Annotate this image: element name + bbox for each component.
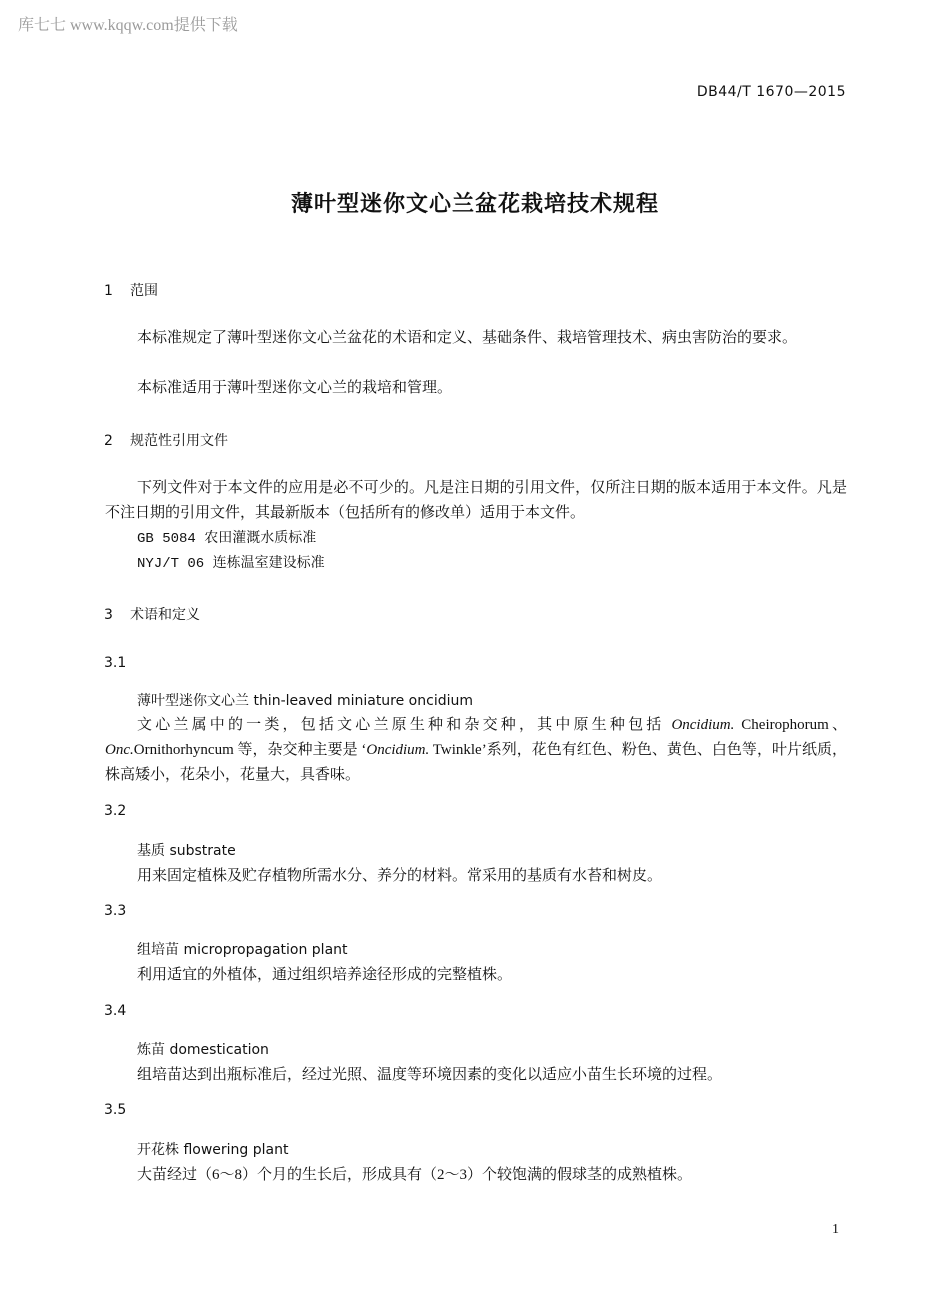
section-2-heading	[104, 430, 228, 450]
paragraph: 本标准规定了薄叶型迷你文心兰盆花的术语和定义、基础条件、栽培管理技术、病虫害防治的要求。	[137, 330, 798, 346]
section-3-heading	[104, 604, 200, 624]
page-title: 薄叶型迷你文心兰盆花栽培技术规程	[290, 192, 659, 217]
clause-number: 3.1	[104, 655, 127, 671]
term-definition: 利用适宜的外植体，通过组织培养途径形成的完整植株。	[137, 967, 513, 983]
section-title: 规范性引用文件	[130, 433, 228, 449]
reference-item: GB 5084 农田灌溉水质标准	[137, 531, 317, 547]
page-number: 1	[832, 1222, 839, 1237]
term-definition: 大苗经过（6～8）个月的生长后，形成具有（2～3）个较饱满的假球茎的成熟植株。	[137, 1167, 693, 1183]
reference-item: NYJ/T 06 连栋温室建设标准	[137, 556, 325, 572]
clause-number: 3.5	[104, 1102, 127, 1118]
clause-number: 3.2	[104, 803, 127, 819]
document-number: DB44/T 1670—2015	[696, 84, 846, 100]
term-definition: 文心兰属中的一类，包括文心兰原生种和杂交种，其中原生种包括 Oncidium. Cheirophorum、Onc.Ornithorhyncum 等，杂交种主要是 ‘Oncidium. Twinkle’系列，花色有红色、粉色、黄色、白色等，叶片纸质，株高矮小，花朵小，花量大，具香味。	[105, 717, 847, 783]
term-title: 组培苗 micropropagation plant	[137, 942, 348, 958]
section-title: 范围	[130, 283, 158, 299]
section-title: 术语和定义	[130, 607, 200, 623]
paragraph: 下列文件对于本文件的应用是必不可少的。凡是注日期的引用文件，仅所注日期的版本适用于本文件。凡是不注日期的引用文件，其最新版本（包括所有的修改单）适用于本文件。	[105, 480, 847, 521]
term-title: 薄叶型迷你文心兰 thin-leaved miniature oncidium	[137, 693, 473, 709]
clause-number: 3.4	[104, 1003, 127, 1019]
watermark-text: 库七七 www.kqqw.com提供下载	[18, 17, 238, 34]
term-title: 开花株 flowering plant	[137, 1142, 289, 1158]
section-number: 1	[104, 283, 113, 299]
section-number: 2	[104, 433, 113, 449]
term-title: 炼苗 domestication	[137, 1042, 269, 1058]
term-definition: 用来固定植株及贮存植物所需水分、养分的材料。常采用的基质有水苔和树皮。	[137, 868, 663, 884]
term-definition: 组培苗达到出瓶标准后，经过光照、温度等环境因素的变化以适应小苗生长环境的过程。	[137, 1067, 723, 1083]
section-1-heading	[104, 280, 158, 300]
paragraph: 本标准适用于薄叶型迷你文心兰的栽培和管理。	[137, 380, 453, 396]
term-title: 基质 substrate	[137, 843, 236, 859]
clause-number: 3.3	[104, 903, 127, 919]
section-number: 3	[104, 607, 113, 623]
